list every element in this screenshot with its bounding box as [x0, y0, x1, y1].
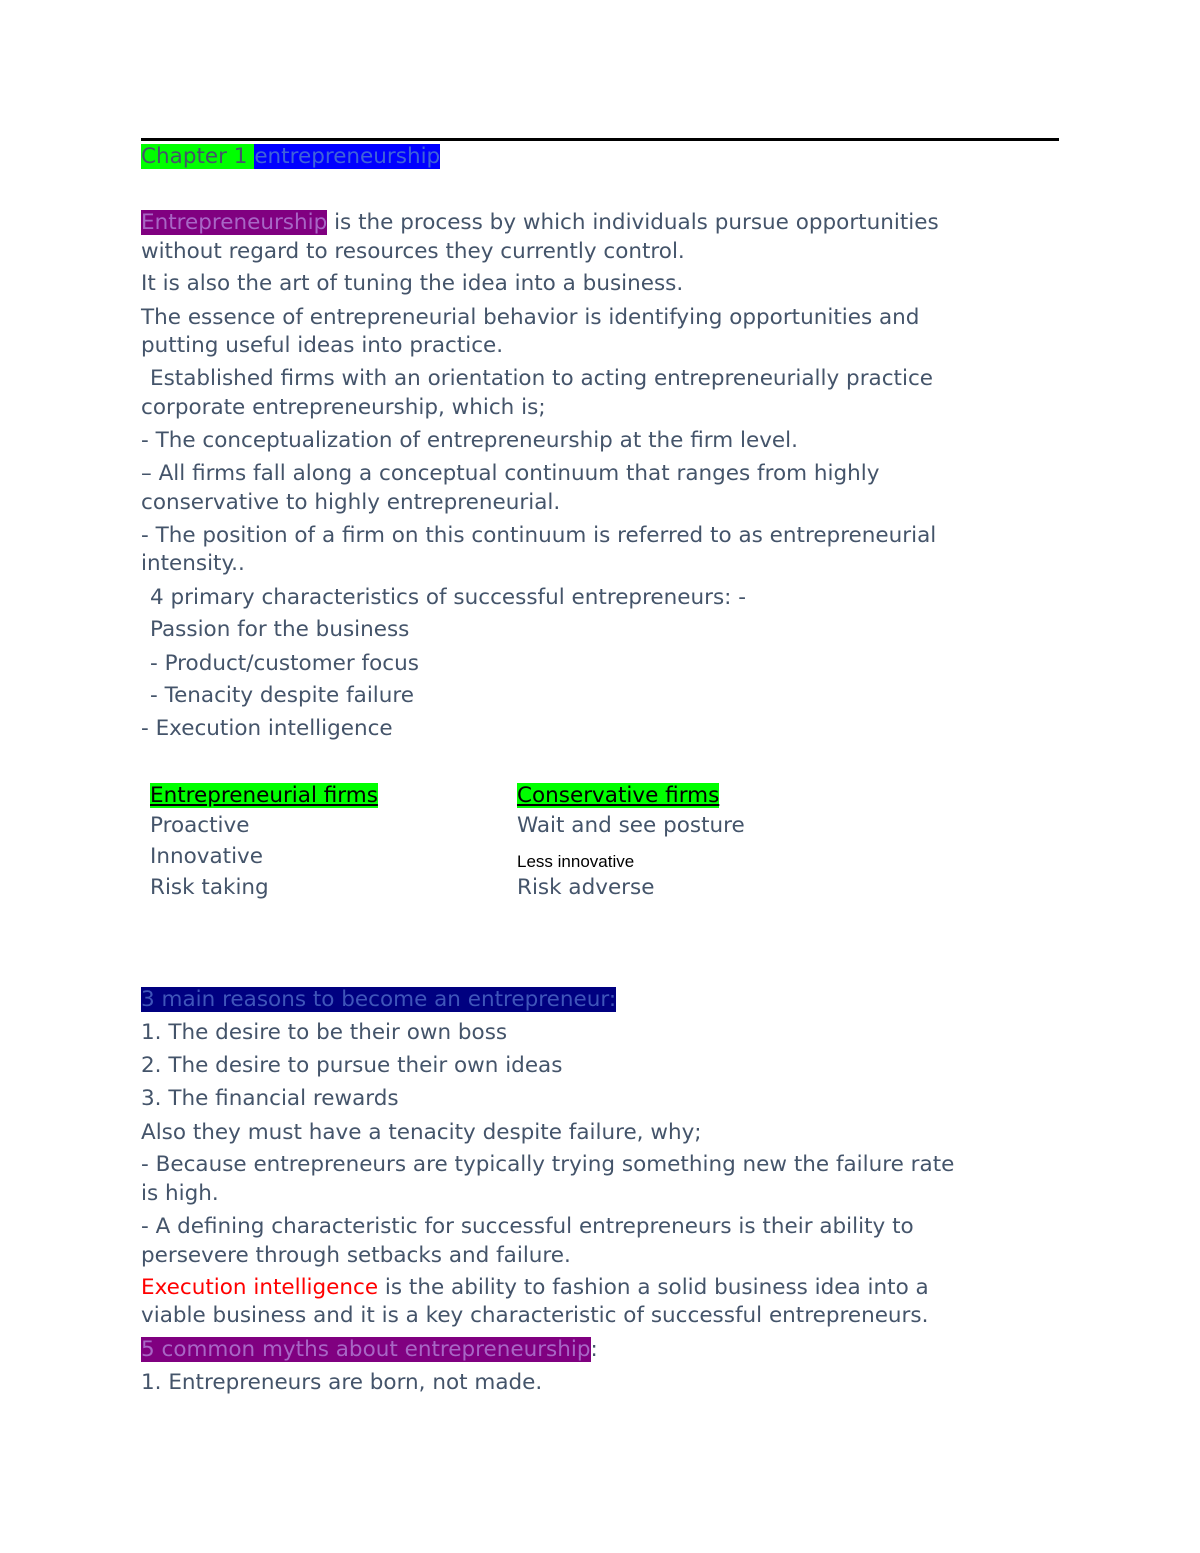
paragraph-continuum-2: conservative to highly entrepreneurial.	[141, 490, 561, 515]
entrepreneurial-firms-header: Entrepreneurial firms	[150, 783, 378, 808]
paragraph-essence-1: The essence of entrepreneurial behavior is identifying opportunities and	[141, 305, 920, 330]
entrepreneurial-item: Risk taking	[150, 875, 269, 900]
myths-header: 5 common myths about entrepreneurship:	[141, 1337, 598, 1362]
characteristic-3: - Tenacity despite failure	[150, 683, 414, 708]
tenacity-because-1: - Because entrepreneurs are typically trying something new the failure rate	[141, 1152, 955, 1177]
paragraph-position-1: - The position of a firm on this continuum is referred to as entrepreneurial	[141, 523, 937, 548]
tenacity-because-2: is high.	[141, 1181, 219, 1206]
chapter-heading	[141, 142, 440, 171]
paragraph-established-2: corporate entrepreneurship, which is;	[141, 395, 546, 420]
definition-term: Entrepreneurship	[141, 210, 328, 235]
reason-item: 2. The desire to pursue their own ideas	[141, 1053, 563, 1078]
entrepreneurial-item: Innovative	[150, 844, 264, 869]
reason-item: 3. The financial rewards	[141, 1086, 399, 1111]
conservative-item: Less innovative	[517, 852, 635, 871]
conservative-item: Wait and see posture	[517, 813, 745, 838]
header-rule	[141, 138, 1059, 141]
myth-item: 1. Entrepreneurs are born, not made.	[141, 1370, 543, 1395]
paragraph-conceptualization: - The conceptualization of entrepreneurship at the firm level.	[141, 428, 798, 453]
entrepreneurial-item: Proactive	[150, 813, 250, 838]
definition-line-2: without regard to resources they currently control.	[141, 239, 685, 264]
paragraph-established-1: Established firms with an orientation to acting entrepreneurially practice	[150, 366, 933, 391]
chapter-label: Chapter 1	[141, 144, 255, 169]
execution-line-2: viable business and it is a key characteristic of successful entrepreneurs.	[141, 1303, 929, 1328]
definition-text: is the process by which individuals pursue opportunities	[327, 210, 939, 235]
conservative-item: Risk adverse	[517, 875, 655, 900]
paragraph-position-2: intensity..	[141, 551, 245, 576]
tenacity-defining-1: - A defining characteristic for successful entrepreneurs is their ability to	[141, 1214, 914, 1239]
execution-line-1	[141, 1273, 929, 1302]
paragraph-art: It is also the art of tuning the idea into a business.	[141, 271, 684, 296]
paragraph-essence-2: putting useful ideas into practice.	[141, 333, 504, 358]
definition-line-1	[141, 208, 939, 237]
characteristic-1: Passion for the business	[150, 617, 410, 642]
characteristics-intro: 4 primary characteristics of successful entrepreneurs: -	[150, 585, 747, 610]
characteristic-4: - Execution intelligence	[141, 716, 393, 741]
paragraph-continuum-1: – All firms fall along a conceptual continuum that ranges from highly	[141, 461, 880, 486]
characteristic-2: - Product/customer focus	[150, 651, 419, 676]
reasons-header: 3 main reasons to become an entrepreneur:	[141, 987, 617, 1012]
execution-term: Execution intelligence	[141, 1275, 379, 1300]
reason-item: 1. The desire to be their own boss	[141, 1020, 508, 1045]
conservative-firms-header: Conservative firms	[517, 783, 720, 808]
chapter-topic: entrepreneurship	[254, 144, 441, 169]
tenacity-intro: Also they must have a tenacity despite failure, why;	[141, 1120, 702, 1145]
execution-text: is the ability to fashion a solid business idea into a	[378, 1275, 929, 1300]
tenacity-defining-2: persevere through setbacks and failure.	[141, 1243, 571, 1268]
